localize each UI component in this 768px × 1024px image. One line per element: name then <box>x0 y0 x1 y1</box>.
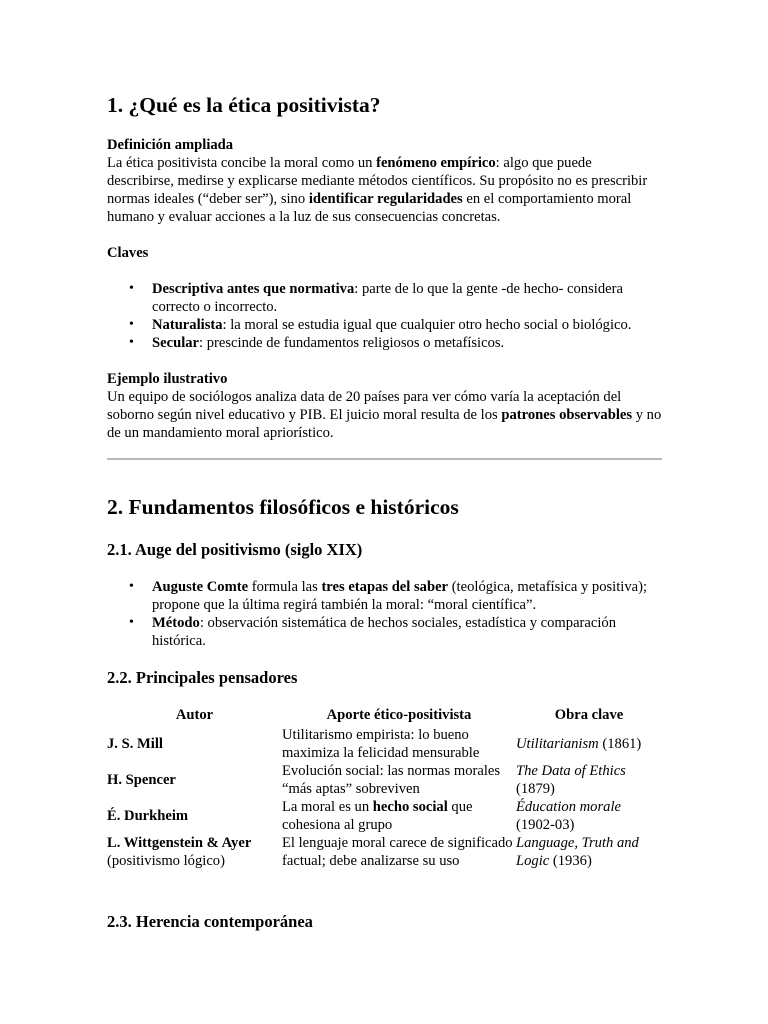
claves-list <box>107 280 662 352</box>
bold-term: patrones observables <box>501 407 633 423</box>
auge-list <box>107 578 662 650</box>
list-item: • Auguste Comte formula las tres etapas del saber (teológica, metafísica y positiva); propone que la última regirá también la moral: “moral científica”. <box>129 579 648 613</box>
cell-obra: Éducation morale (1902-03) <box>516 799 621 833</box>
cell-autor: J. S. Mill <box>107 736 163 752</box>
claves-label: Claves <box>107 245 149 261</box>
section-2-title: 2. Fundamentos filosóficos e históricos <box>107 495 459 519</box>
example-label: Ejemplo ilustrativo <box>107 371 228 387</box>
section-divider <box>107 458 662 460</box>
column-header-obra: Obra clave <box>554 707 624 723</box>
bullet-icon: • <box>129 615 134 630</box>
cell-autor: L. Wittgenstein & Ayer (positivismo lógico) <box>107 835 252 869</box>
bullet-icon: • <box>129 335 134 350</box>
table-header-row <box>107 704 662 726</box>
subsection-2-1-title: 2.1. Auge del positivismo (siglo XIX) <box>107 540 363 559</box>
cell-autor: É. Durkheim <box>107 808 189 824</box>
definition-text: La ética positivista concibe la moral como un fenómeno empírico: algo que puede describirse, medirse y explicarse mediante métodos científicos. Su propósito no es prescribir normas ideales (“deber ser”), sino identificar regularidades en el comportamiento moral humano y evaluar acciones a la luz de sus consecuencias concretas. <box>107 155 648 225</box>
bullet-icon: • <box>129 317 134 332</box>
subsection-2-2-title: 2.2. Principales pensadores <box>107 668 298 687</box>
bullet-icon: • <box>129 579 134 594</box>
table-row <box>107 798 662 834</box>
definition-label: Definición ampliada <box>107 137 234 153</box>
bullet-icon: • <box>129 281 134 296</box>
list-item: • Naturalista: la moral se estudia igual que cualquier otro hecho social o biológico. <box>129 317 632 333</box>
cell-obra: Utilitarianism (1861) <box>516 736 642 752</box>
table-row <box>107 834 662 870</box>
list-item: • Método: observación sistemática de hechos sociales, estadística y comparación histórica. <box>129 615 617 649</box>
list-item: • Descriptiva antes que normativa: parte de lo que la gente -de hecho- considera correcto o incorrecto. <box>129 281 623 315</box>
example-text: Un equipo de sociólogos analiza data de 20 países para ver cómo varía la aceptación del soborno según nivel educativo y PIB. El juicio moral resulta de los patrones observables y no de un mandamiento moral apriorístico. <box>107 389 662 441</box>
cell-aporte: Utilitarismo empirista: lo bueno maximiza la felicidad mensurable <box>282 727 480 761</box>
cell-aporte: El lenguaje moral carece de significado factual; debe analizarse su uso <box>282 835 513 869</box>
table-row <box>107 762 662 798</box>
cell-obra: Language, Truth and Logic (1936) <box>516 835 639 869</box>
example-block <box>107 370 662 442</box>
table-row <box>107 726 662 762</box>
cell-aporte: La moral es un hecho social que cohesiona al grupo <box>282 799 473 833</box>
definition-block <box>107 136 662 226</box>
cell-obra: The Data of Ethics (1879) <box>516 763 626 797</box>
column-header-autor: Autor <box>175 707 214 723</box>
subsection-2-3-title: 2.3. Herencia contemporánea <box>107 912 313 931</box>
section-1-title: 1. ¿Qué es la ética positivista? <box>107 93 381 117</box>
thinkers-table <box>107 704 662 870</box>
list-item: • Secular: prescinde de fundamentos religiosos o metafísicos. <box>129 335 505 351</box>
cell-aporte: Evolución social: las normas morales “más aptas” sobreviven <box>282 763 501 797</box>
column-header-aporte: Aporte ético-positivista <box>326 707 472 723</box>
cell-autor: H. Spencer <box>107 772 176 788</box>
bold-term: fenómeno empírico <box>376 155 496 171</box>
bold-term: identificar regularidades <box>308 191 463 207</box>
